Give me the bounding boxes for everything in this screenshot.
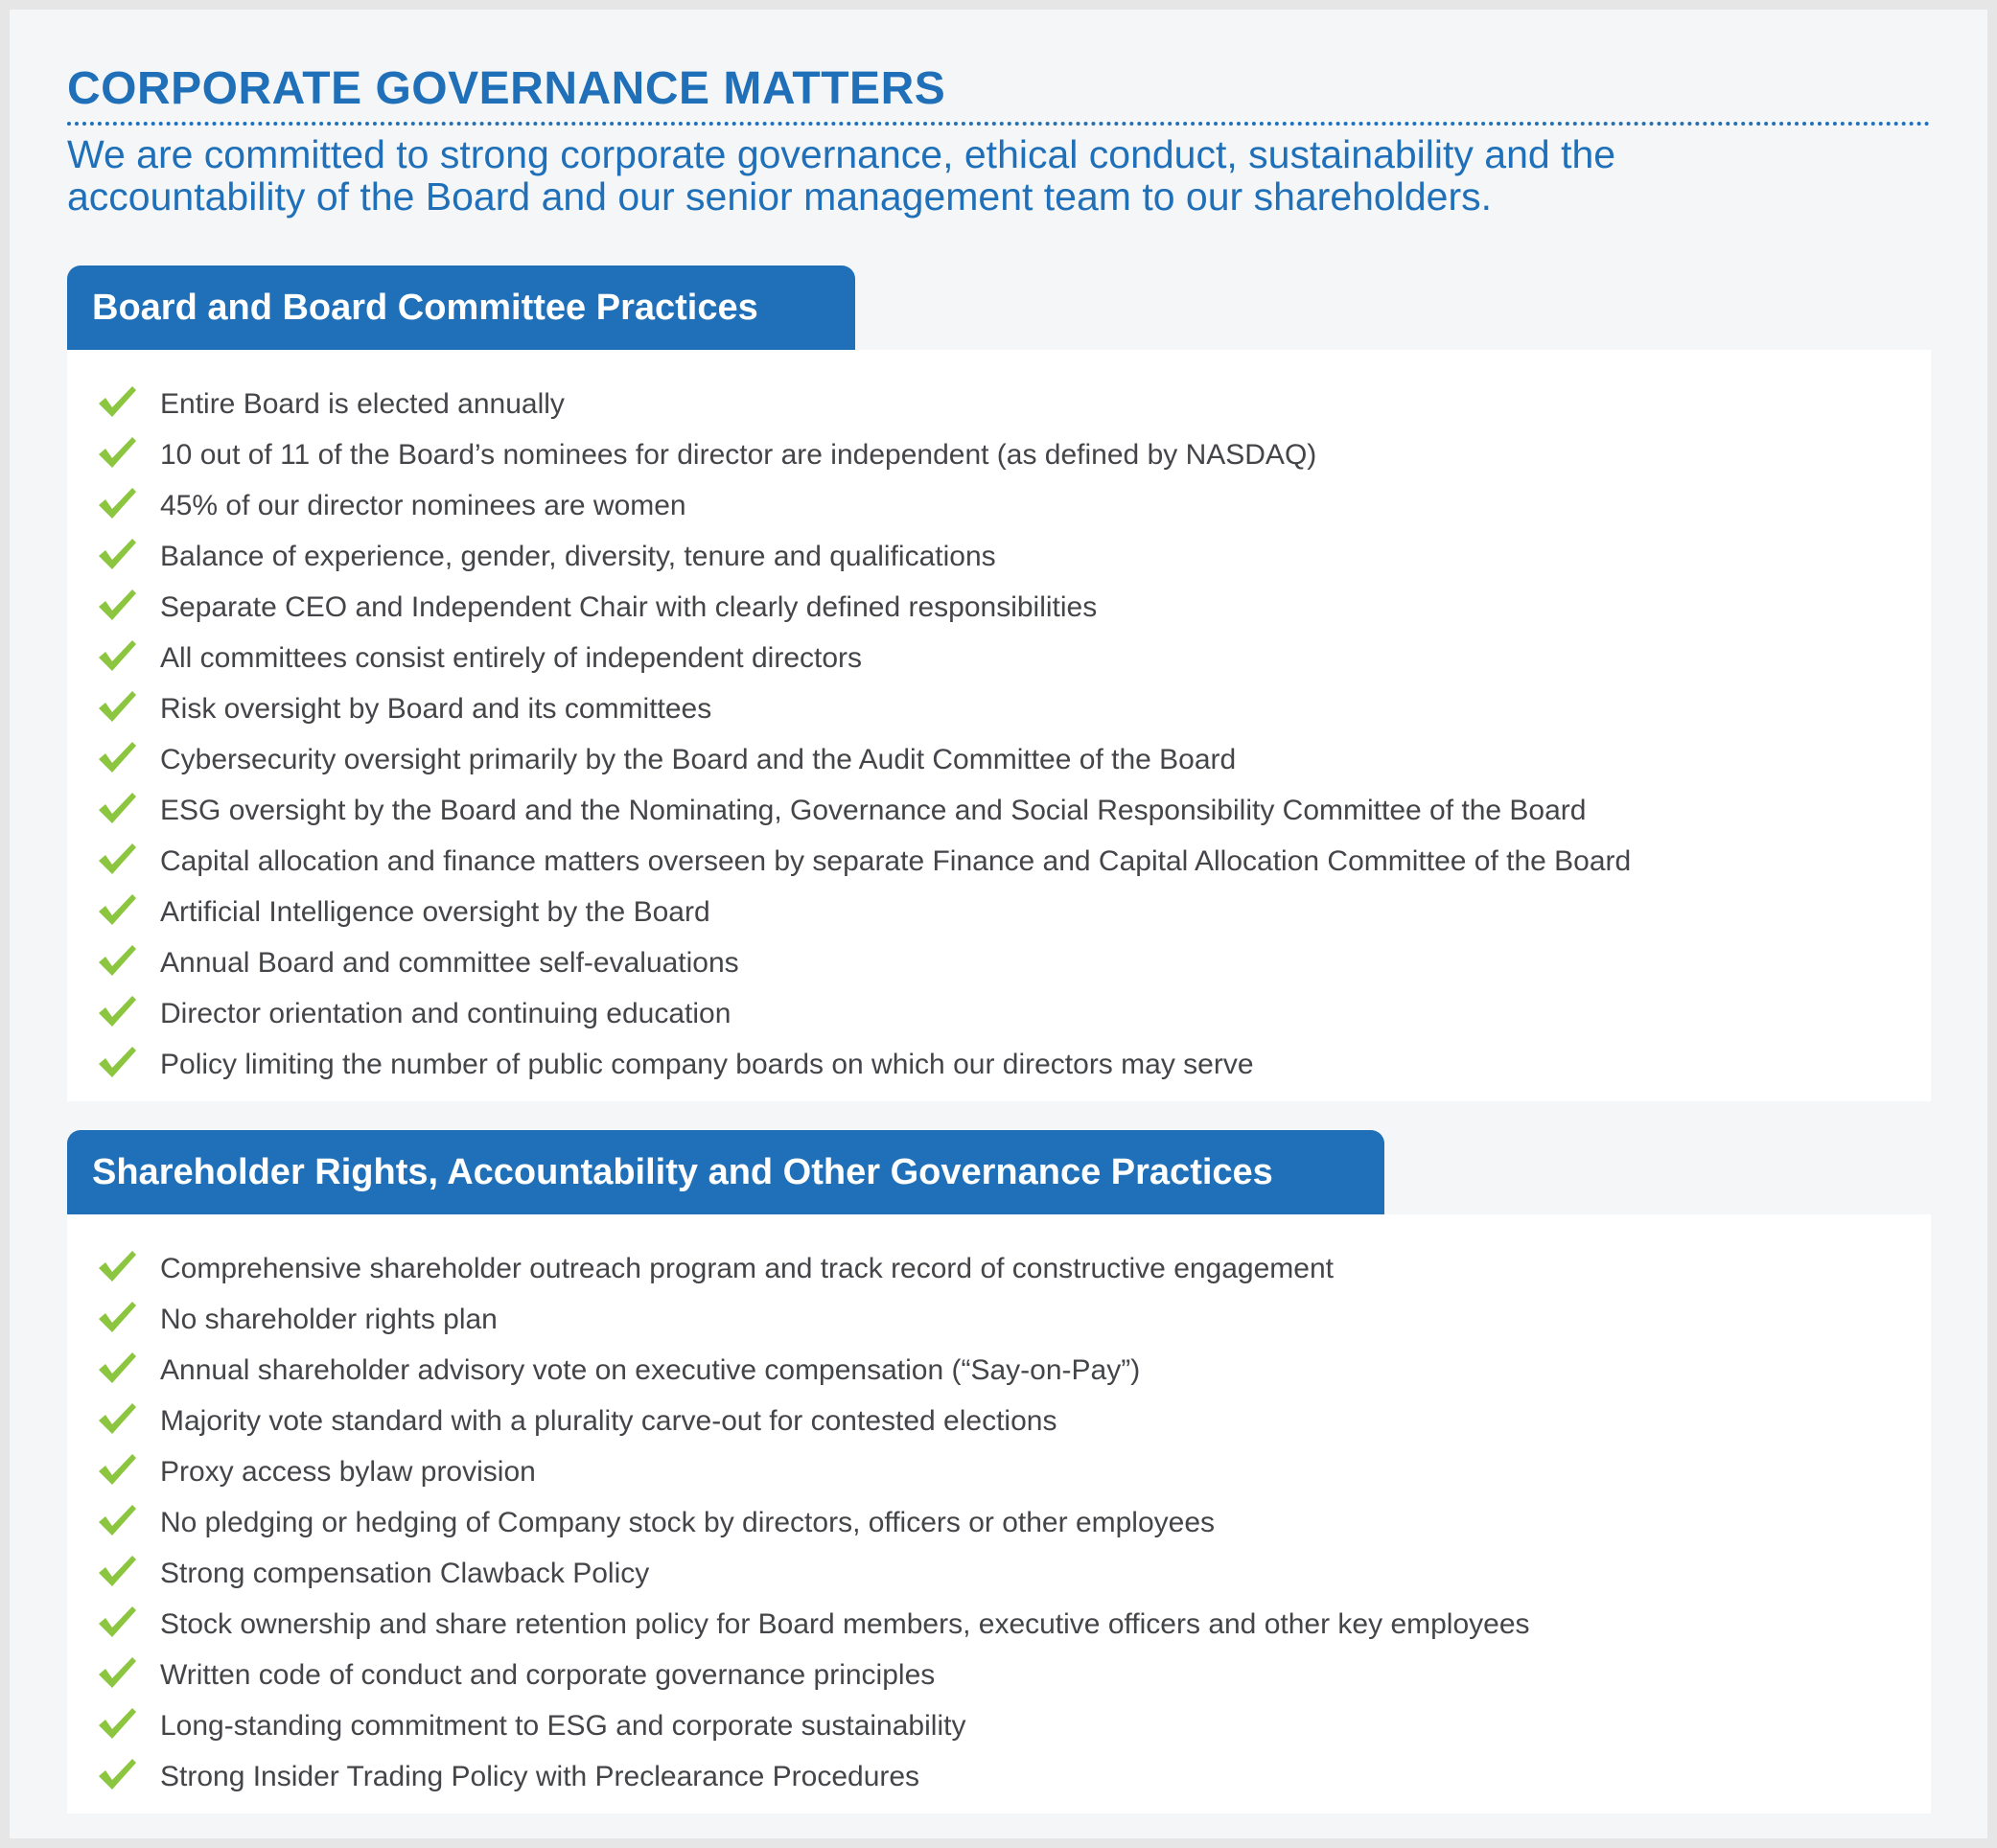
- check-icon: [96, 1603, 138, 1641]
- list-item: [67, 1243, 1931, 1294]
- check-icon: [96, 890, 138, 929]
- list-item-text: Strong compensation Clawback Policy: [160, 1558, 650, 1589]
- check-icon: [96, 484, 138, 522]
- list-item: [67, 785, 1931, 836]
- list-item-text: Written code of conduct and corporate governance principles: [160, 1659, 936, 1691]
- check-icon: [96, 433, 138, 472]
- list-item: [67, 531, 1931, 582]
- list-item-text: Entire Board is elected annually: [160, 388, 565, 420]
- list-item: [67, 1039, 1931, 1090]
- list-item-text: Long-standing commitment to ESG and corporate sustainability: [160, 1710, 966, 1742]
- check-icon: [96, 535, 138, 573]
- list-item: [67, 480, 1931, 531]
- list-item: [67, 1396, 1931, 1446]
- list-item-text: ESG oversight by the Board and the Nominating, Governance and Social Responsibility Committee of the Board: [160, 795, 1587, 826]
- dotted-divider: [67, 122, 1931, 126]
- list-item-text: Separate CEO and Independent Chair with clearly defined responsibilities: [160, 591, 1098, 623]
- check-icon: [96, 586, 138, 624]
- list-item-text: Director orientation and continuing education: [160, 998, 731, 1029]
- check-icon: [96, 840, 138, 878]
- check-icon: [96, 1247, 138, 1285]
- list-item: [67, 1548, 1931, 1599]
- list-item: [67, 633, 1931, 683]
- page-subtitle: [67, 133, 1931, 218]
- list-item: [67, 379, 1931, 429]
- list-item-text: Annual Board and committee self-evaluations: [160, 947, 739, 979]
- list-item: [67, 683, 1931, 734]
- check-icon: [96, 687, 138, 726]
- section-shareholder-rights: [67, 1130, 1931, 1813]
- check-icon: [96, 1043, 138, 1081]
- list-item: [67, 887, 1931, 937]
- list-item: [67, 1497, 1931, 1548]
- check-icon: [96, 789, 138, 827]
- list-item-text: Strong Insider Trading Policy with Preclearance Procedures: [160, 1761, 920, 1792]
- list-item: [67, 429, 1931, 480]
- list-item-text: Proxy access bylaw provision: [160, 1456, 536, 1488]
- list-item-text: Majority vote standard with a plurality carve-out for contested elections: [160, 1405, 1057, 1437]
- list-item-text: Annual shareholder advisory vote on executive compensation (“Say-on-Pay”): [160, 1354, 1141, 1386]
- check-icon: [96, 941, 138, 980]
- check-icon: [96, 1755, 138, 1793]
- check-icon: [96, 1298, 138, 1336]
- list-item-text: Balance of experience, gender, diversity, tenure and qualifications: [160, 541, 996, 572]
- check-icon: [96, 738, 138, 776]
- list-item: [67, 1599, 1931, 1650]
- list-item: [67, 582, 1931, 633]
- check-icon: [96, 1653, 138, 1692]
- list-item-text: Artificial Intelligence oversight by the Board: [160, 896, 710, 928]
- list-item: [67, 836, 1931, 887]
- list-item-text: Policy limiting the number of public company boards on which our directors may serve: [160, 1049, 1254, 1080]
- subtitle-line-2: accountability of the Board and our senior management team to our shareholders.: [67, 174, 1492, 219]
- governance-card: [10, 10, 1987, 1838]
- check-icon: [96, 636, 138, 675]
- list-item: [67, 734, 1931, 785]
- list-item: [67, 1446, 1931, 1497]
- check-icon: [96, 382, 138, 421]
- list-item-text: No pledging or hedging of Company stock by directors, officers or other employees: [160, 1507, 1216, 1538]
- list-item: [67, 1751, 1931, 1802]
- list-item-text: 45% of our director nominees are women: [160, 490, 686, 521]
- section-heading-shareholder-rights: Shareholder Rights, Accountability and Other Governance Practices: [67, 1130, 1384, 1214]
- list-item: [67, 1345, 1931, 1396]
- list-item-text: Comprehensive shareholder outreach program and track record of constructive engagement: [160, 1253, 1334, 1284]
- list-item-text: 10 out of 11 of the Board’s nominees for director are independent (as defined by NASDAQ): [160, 439, 1317, 471]
- section-heading-board-practices: Board and Board Committee Practices: [67, 266, 855, 350]
- check-icon: [96, 1704, 138, 1743]
- list-item-text: Stock ownership and share retention policy for Board members, executive officers and other key employees: [160, 1608, 1530, 1640]
- subtitle-line-1: We are committed to strong corporate governance, ethical conduct, sustainability and the: [67, 132, 1616, 176]
- list-item: [67, 1294, 1931, 1345]
- card-content: [67, 10, 1931, 1813]
- list-item-text: Cybersecurity oversight primarily by the Board and the Audit Committee of the Board: [160, 744, 1237, 775]
- list-item: [67, 1650, 1931, 1700]
- check-icon: [96, 1349, 138, 1387]
- page-title: CORPORATE GOVERNANCE MATTERS: [67, 63, 946, 114]
- section-board-practices: [67, 266, 1931, 1101]
- check-icon: [96, 1399, 138, 1438]
- check-icon: [96, 1450, 138, 1489]
- list-item: [67, 988, 1931, 1039]
- list-item-text: Capital allocation and finance matters overseen by separate Finance and Capital Allocation Committee of the Board: [160, 845, 1632, 877]
- list-item-text: All committees consist entirely of independent directors: [160, 642, 863, 674]
- check-icon: [96, 992, 138, 1030]
- list-item-text: Risk oversight by Board and its committees: [160, 693, 712, 725]
- board-practices-list: [67, 350, 1931, 1101]
- check-icon: [96, 1552, 138, 1590]
- list-item-text: No shareholder rights plan: [160, 1304, 498, 1335]
- check-icon: [96, 1501, 138, 1539]
- list-item: [67, 937, 1931, 988]
- shareholder-rights-list: [67, 1214, 1931, 1813]
- list-item: [67, 1700, 1931, 1751]
